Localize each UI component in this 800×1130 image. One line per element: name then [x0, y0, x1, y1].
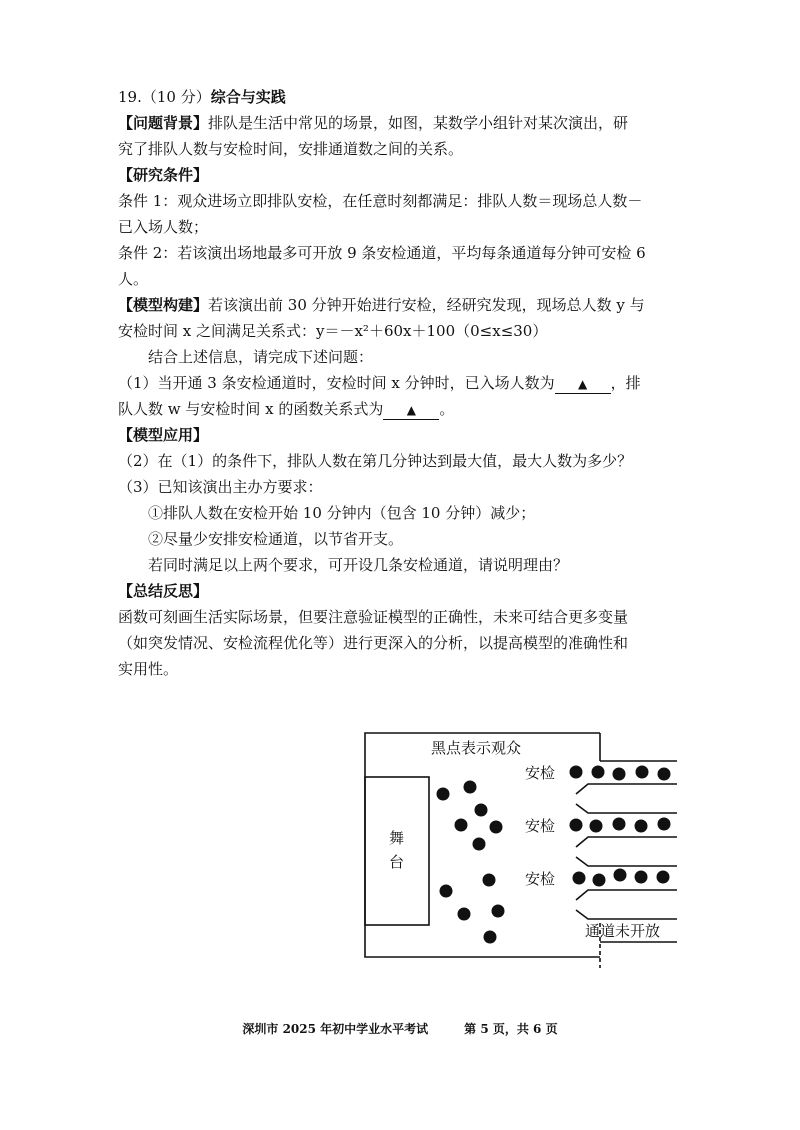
audience-dot	[636, 766, 649, 779]
question-heading	[118, 84, 686, 110]
audience-dot	[464, 781, 477, 794]
legend-text: 黑点表示观众	[431, 739, 522, 757]
model-instruction: 结合上述信息，请完成下述问题：	[148, 348, 374, 366]
part-1-line-1	[118, 370, 686, 396]
audience-dot	[492, 905, 505, 918]
closed-lane-top	[576, 910, 677, 919]
blank-triangle-icon: ▲	[406, 403, 416, 417]
audience-dot	[458, 908, 471, 921]
audience-dot	[570, 819, 583, 832]
lane-2-top	[576, 804, 677, 813]
lane-1-bottom	[576, 784, 677, 794]
model-line-1	[118, 292, 686, 318]
audience-dot	[573, 872, 586, 885]
audience-dot	[635, 871, 648, 884]
audience-dot	[593, 874, 606, 887]
audience-dot	[658, 818, 671, 831]
audience-dot	[490, 821, 503, 834]
audience-dot	[483, 874, 496, 887]
question-title: 综合与实践	[210, 88, 286, 106]
reflection-line-2: （如突发情况、安检流程优化等）进行更深入的分析，以提高模型的准确性和	[118, 634, 629, 652]
lane-2-label: 安检	[525, 817, 556, 835]
page-number: 第 5 页，共 6 页	[464, 1022, 558, 1036]
closed-lane-label: 通道未开放	[585, 922, 661, 940]
condition-2-line-1: 条件 2：若该演出场地最多可开放 9 条安检通道，平均每条通道每分钟可安检 6	[118, 244, 646, 262]
audience-dot	[473, 838, 486, 851]
part-3: （3）已知该演出主办方要求：	[118, 478, 323, 496]
part-1-text-c: 队人数 w 与安检时间 x 的函数关系式为	[118, 400, 384, 418]
audience-dot	[657, 871, 670, 884]
audience-dot	[590, 820, 603, 833]
lane-3-label: 安检	[525, 870, 556, 888]
condition-1-line-1: 条件 1：观众进场立即排队安检，在任意时刻都满足：排队人数＝现场总人数－	[118, 192, 643, 210]
lane-2-bottom	[576, 837, 677, 847]
question-number: 19.	[118, 88, 142, 106]
audience-dot	[437, 788, 450, 801]
audience-dot	[658, 768, 671, 781]
part-2: （2）在（1）的条件下，排队人数在第几分钟达到最大值，最大人数为多少？	[118, 452, 633, 470]
part-1-text-b: ，排	[610, 374, 641, 392]
reflection-line-3: 实用性。	[118, 660, 179, 678]
page-footer	[0, 1020, 800, 1037]
background-line-1	[118, 110, 686, 136]
audience-dot	[455, 819, 468, 832]
reflection-line-1: 函数可刻画生活实际场景，但要注意验证模型的正确性，未来可结合更多变量	[118, 608, 629, 626]
requirement-1: ①排队人数在安检开始 10 分钟内（包含 10 分钟）减少；	[148, 504, 536, 522]
model-label: 【模型构建】	[118, 296, 209, 314]
lane-3-bottom	[576, 890, 677, 900]
exam-name: 深圳市 2025 年初中学业水平考试	[242, 1022, 429, 1036]
background-text-2: 究了排队人数与安检时间，安排通道数之间的关系。	[118, 140, 464, 158]
conditions-label: 【研究条件】	[118, 166, 209, 184]
condition-1-line-2: 已入场人数；	[118, 218, 209, 236]
audience-dot	[613, 818, 626, 831]
condition-2-line-2: 人。	[118, 270, 149, 288]
background-text-1: 排队是生活中常见的场景，如图，某数学小组针对某次演出，研	[208, 114, 629, 132]
answer-blank-2	[383, 399, 439, 420]
question-19	[118, 84, 686, 682]
question-score: （10 分）	[141, 88, 211, 106]
audience-dot	[440, 885, 453, 898]
part-1-text-a: （1）当开通 3 条安检通道时，安检时间 x 分钟时，已入场人数为	[118, 374, 555, 392]
background-label: 【问题背景】	[118, 114, 209, 132]
stage-box	[365, 777, 429, 925]
blank-triangle-icon: ▲	[578, 377, 588, 391]
lane-1-label: 安检	[525, 764, 556, 782]
model-formula-line: 安检时间 x 之间满足关系式：y＝－x²＋60x＋100（0≤x≤30）	[118, 322, 548, 340]
audience-dot	[592, 766, 605, 779]
answer-blank-1	[555, 373, 611, 394]
audience-dot	[484, 931, 497, 944]
audience-dot	[570, 766, 583, 779]
audience-dot	[475, 804, 488, 817]
audience-dot	[635, 820, 648, 833]
model-text-1: 若该演出前 30 分钟开始进行安检，经研究发现，现场总人数 y 与	[208, 296, 645, 314]
requirement-2: ②尽量少安排安检通道，以节省开支。	[148, 530, 404, 548]
audience-dot	[613, 768, 626, 781]
queue-diagram	[363, 731, 681, 969]
part-1-text-d: 。	[439, 400, 455, 418]
audience-dot	[614, 869, 627, 882]
application-label: 【模型应用】	[118, 426, 209, 444]
lane-3-top	[576, 857, 677, 866]
stage-label-1: 舞	[389, 829, 405, 847]
stage-label-2: 台	[389, 853, 405, 871]
part-1-line-2	[118, 396, 686, 422]
part-3-question: 若同时满足以上两个要求，可开设几条安检通道，请说明理由？	[148, 556, 569, 574]
reflection-label: 【总结反思】	[118, 582, 209, 600]
background-line-2	[118, 136, 686, 162]
